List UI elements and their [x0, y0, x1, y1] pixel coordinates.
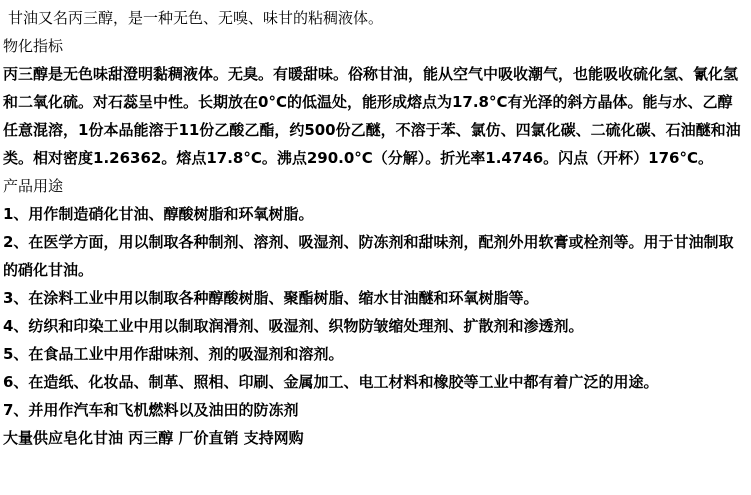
use-item: 3、在涂料工业中用以制取各种醇酸树脂、聚酯树脂、缩水甘油醚和环氧树脂等。	[3, 289, 539, 307]
properties-heading: 物化指标	[3, 37, 64, 55]
use-item: 7、并用作汽车和飞机燃料以及油田的防冻剂	[3, 401, 299, 419]
intro-text: 甘油又名丙三醇，是一种无色、无嗅、味甘的粘稠液体。	[8, 9, 384, 27]
use-item: 5、在食品工业中用作甜味剂、剂的吸湿剂和溶剂。	[3, 345, 344, 363]
use-item: 2、在医学方面，用以制取各种制剂、溶剂、吸湿剂、防冻剂和甜味剂，配剂外用软膏或栓剂等。用于甘油制取的硝化甘油。	[3, 233, 734, 279]
uses-heading: 产品用途	[3, 177, 64, 195]
use-item: 1、用作制造硝化甘油、醇酸树脂和环氧树脂。	[3, 205, 314, 223]
use-item: 6、在造纸、化妆品、制革、照相、印刷、金属加工、电工材料和橡胶等工业中都有着广泛的用途。	[3, 373, 659, 391]
supply-footer: 大量供应皂化甘油 丙三醇 厂价直销 支持网购	[3, 429, 304, 447]
properties-paragraph: 丙三醇是无色味甜澄明黏稠液体。无臭。有暖甜味。俗称甘油，能从空气中吸收潮气，也能吸收硫化氢、氰化氢和二氧化硫。对石蕊呈中性。长期放在0°C的低温处，能形成熔点为17.8°C有光泽的斜方晶体。能与水、乙醇任意混溶，1份本品能溶于11份乙酸乙酯，约500份乙醚，不溶于苯、氯仿、四氯化碳、二硫化碳、石油醚和油类。相对密度1.26362。熔点17.8°C。沸点290.0°C（分解）。折光率1.4746。闪点（开杯）176°C。	[3, 65, 741, 167]
use-item: 4、纺织和印染工业中用以制取润滑剂、吸湿剂、织物防皱缩处理剂、扩散剂和渗透剂。	[3, 317, 584, 335]
